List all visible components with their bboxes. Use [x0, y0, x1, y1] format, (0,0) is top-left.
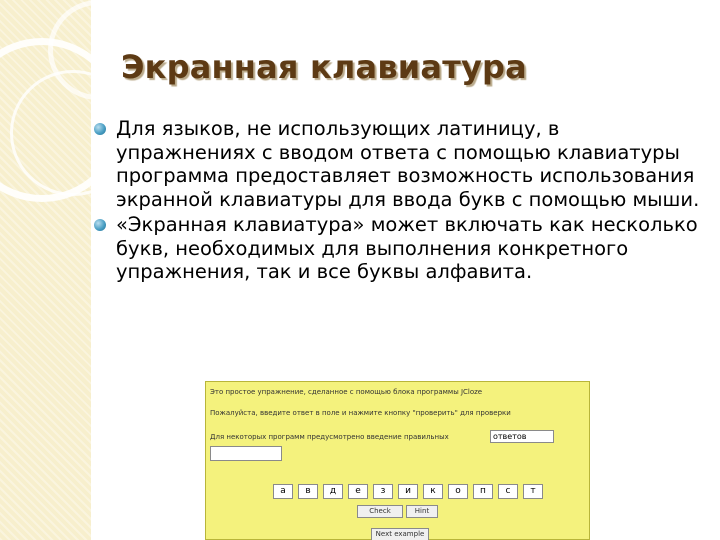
- keyboard-key[interactable]: а: [273, 484, 293, 499]
- keyboard-key[interactable]: п: [473, 484, 493, 499]
- bullet-item: [92, 117, 704, 211]
- keyboard-key[interactable]: з: [373, 484, 393, 499]
- bullet-item: [92, 213, 704, 284]
- keyboard-key[interactable]: т: [523, 484, 543, 499]
- bullet-dot-icon: [94, 123, 106, 135]
- slide-title: Экранная клавиатура: [121, 48, 527, 86]
- keyboard-key[interactable]: е: [348, 484, 368, 499]
- keyboard-key[interactable]: о: [448, 484, 468, 499]
- bullet-list: [92, 117, 704, 286]
- answer-field[interactable]: ответов: [490, 430, 554, 443]
- bullet-text: «Экранная клавиатура» может включать как несколько букв, необходимых для выполнения конкретного упражнения, так и все буквы алфавита.: [116, 213, 698, 283]
- next-example-button[interactable]: Next example: [371, 528, 429, 540]
- keyboard-key[interactable]: в: [298, 484, 318, 499]
- exercise-instruction-line: Пожалуйста, введите ответ в поле и нажмите кнопку "проверить" для проверки: [210, 409, 511, 417]
- exercise-screenshot: [205, 381, 590, 540]
- check-button[interactable]: Check: [357, 505, 403, 518]
- decorative-side-band: [0, 0, 91, 540]
- exercise-sentence-line: Для некоторых программ предусмотрено введение правильных: [210, 433, 449, 441]
- onscreen-keyboard: [273, 484, 543, 499]
- exercise-instruction-line: Это простое упражнение, сделанное с помощью блока программы JCloze: [210, 388, 483, 396]
- keyboard-key[interactable]: и: [398, 484, 418, 499]
- hint-button[interactable]: Hint: [406, 505, 438, 518]
- keyboard-key[interactable]: д: [323, 484, 343, 499]
- keyboard-key[interactable]: к: [423, 484, 443, 499]
- keyboard-key[interactable]: с: [498, 484, 518, 499]
- answer-input[interactable]: [210, 446, 282, 461]
- bullet-text: Для языков, не использующих латиницу, в упражнениях с вводом ответа с помощью клавиатуры программа предоставляет возможность использования экранной клавиатуры для ввода букв с помощью мыши.: [116, 117, 700, 211]
- bullet-dot-icon: [94, 219, 106, 231]
